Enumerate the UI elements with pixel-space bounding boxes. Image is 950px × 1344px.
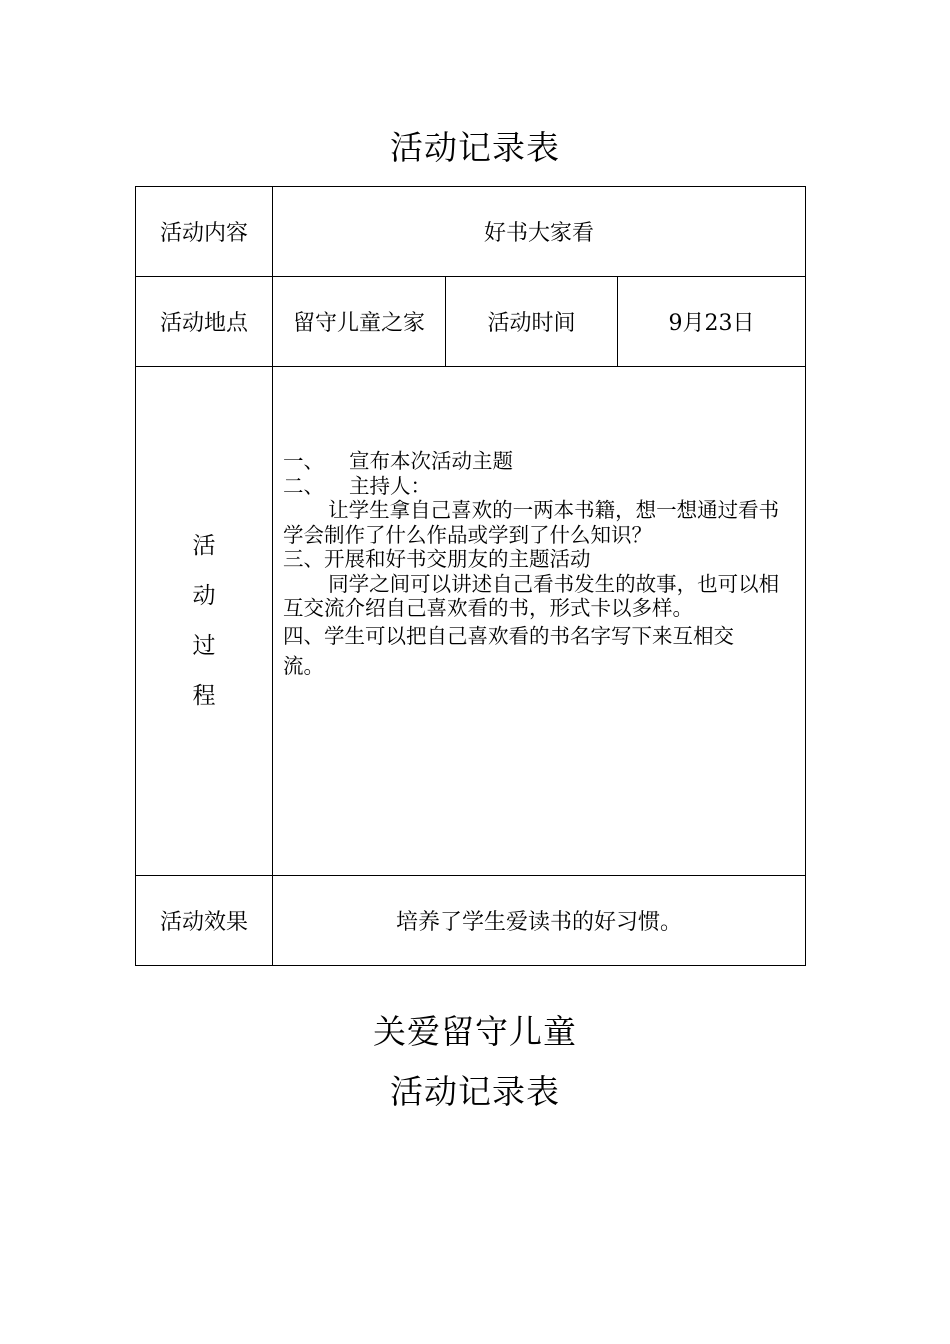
item-text: 宣布本次活动主题 xyxy=(349,449,513,473)
table-row-effect xyxy=(136,876,806,966)
content-label: 活动内容 xyxy=(136,187,273,277)
effect-value: 培养了学生爱读书的好习惯。 xyxy=(273,876,806,966)
content-value: 好书大家看 xyxy=(273,187,806,277)
process-item-4-end: 流。 xyxy=(283,653,324,678)
process-item-2-detail: 让学生拿自己喜欢的一两本书籍，想一想通过看书学会制作了什么作品或学到了什么知识？ xyxy=(283,498,780,547)
place-label: 活动地点 xyxy=(136,277,273,367)
place-value: 留守儿童之家 xyxy=(273,277,446,367)
process-item-4: 四、学生可以把自己喜欢看的书名字写下来互相交 xyxy=(283,623,734,648)
process-label-char: 过 xyxy=(192,633,216,659)
process-item-1 xyxy=(283,449,797,474)
process-label-char: 动 xyxy=(192,583,216,609)
time-value: 9月23日 xyxy=(618,277,806,367)
time-label: 活动时间 xyxy=(446,277,618,367)
table-row-content xyxy=(136,187,806,277)
footer-title-2: 活动记录表 xyxy=(390,1072,560,1111)
process-label xyxy=(192,521,216,721)
process-text xyxy=(283,449,797,681)
table-row-place xyxy=(136,277,806,367)
table-row-process xyxy=(136,367,806,876)
footer-title-1: 关爱留守儿童 xyxy=(373,1012,577,1051)
process-item-3: 三、开展和好书交朋友的主题活动 xyxy=(283,547,591,571)
process-label-char: 活 xyxy=(192,533,216,559)
item-text: 主持人： xyxy=(349,473,431,498)
process-content-cell xyxy=(273,367,806,876)
process-label-char: 程 xyxy=(192,683,216,709)
process-item-3-detail: 同学之间可以讲述自己看书发生的故事，也可以相互交流介绍自己喜欢看的书，形式卡以多样。 xyxy=(283,571,780,620)
page-title: 活动记录表 xyxy=(390,128,560,167)
effect-label: 活动效果 xyxy=(136,876,273,966)
item-number: 一、 xyxy=(283,449,324,473)
item-number: 二、 xyxy=(283,473,324,498)
process-item-2 xyxy=(283,474,797,499)
process-label-cell xyxy=(136,367,273,876)
activity-record-table xyxy=(135,186,806,966)
